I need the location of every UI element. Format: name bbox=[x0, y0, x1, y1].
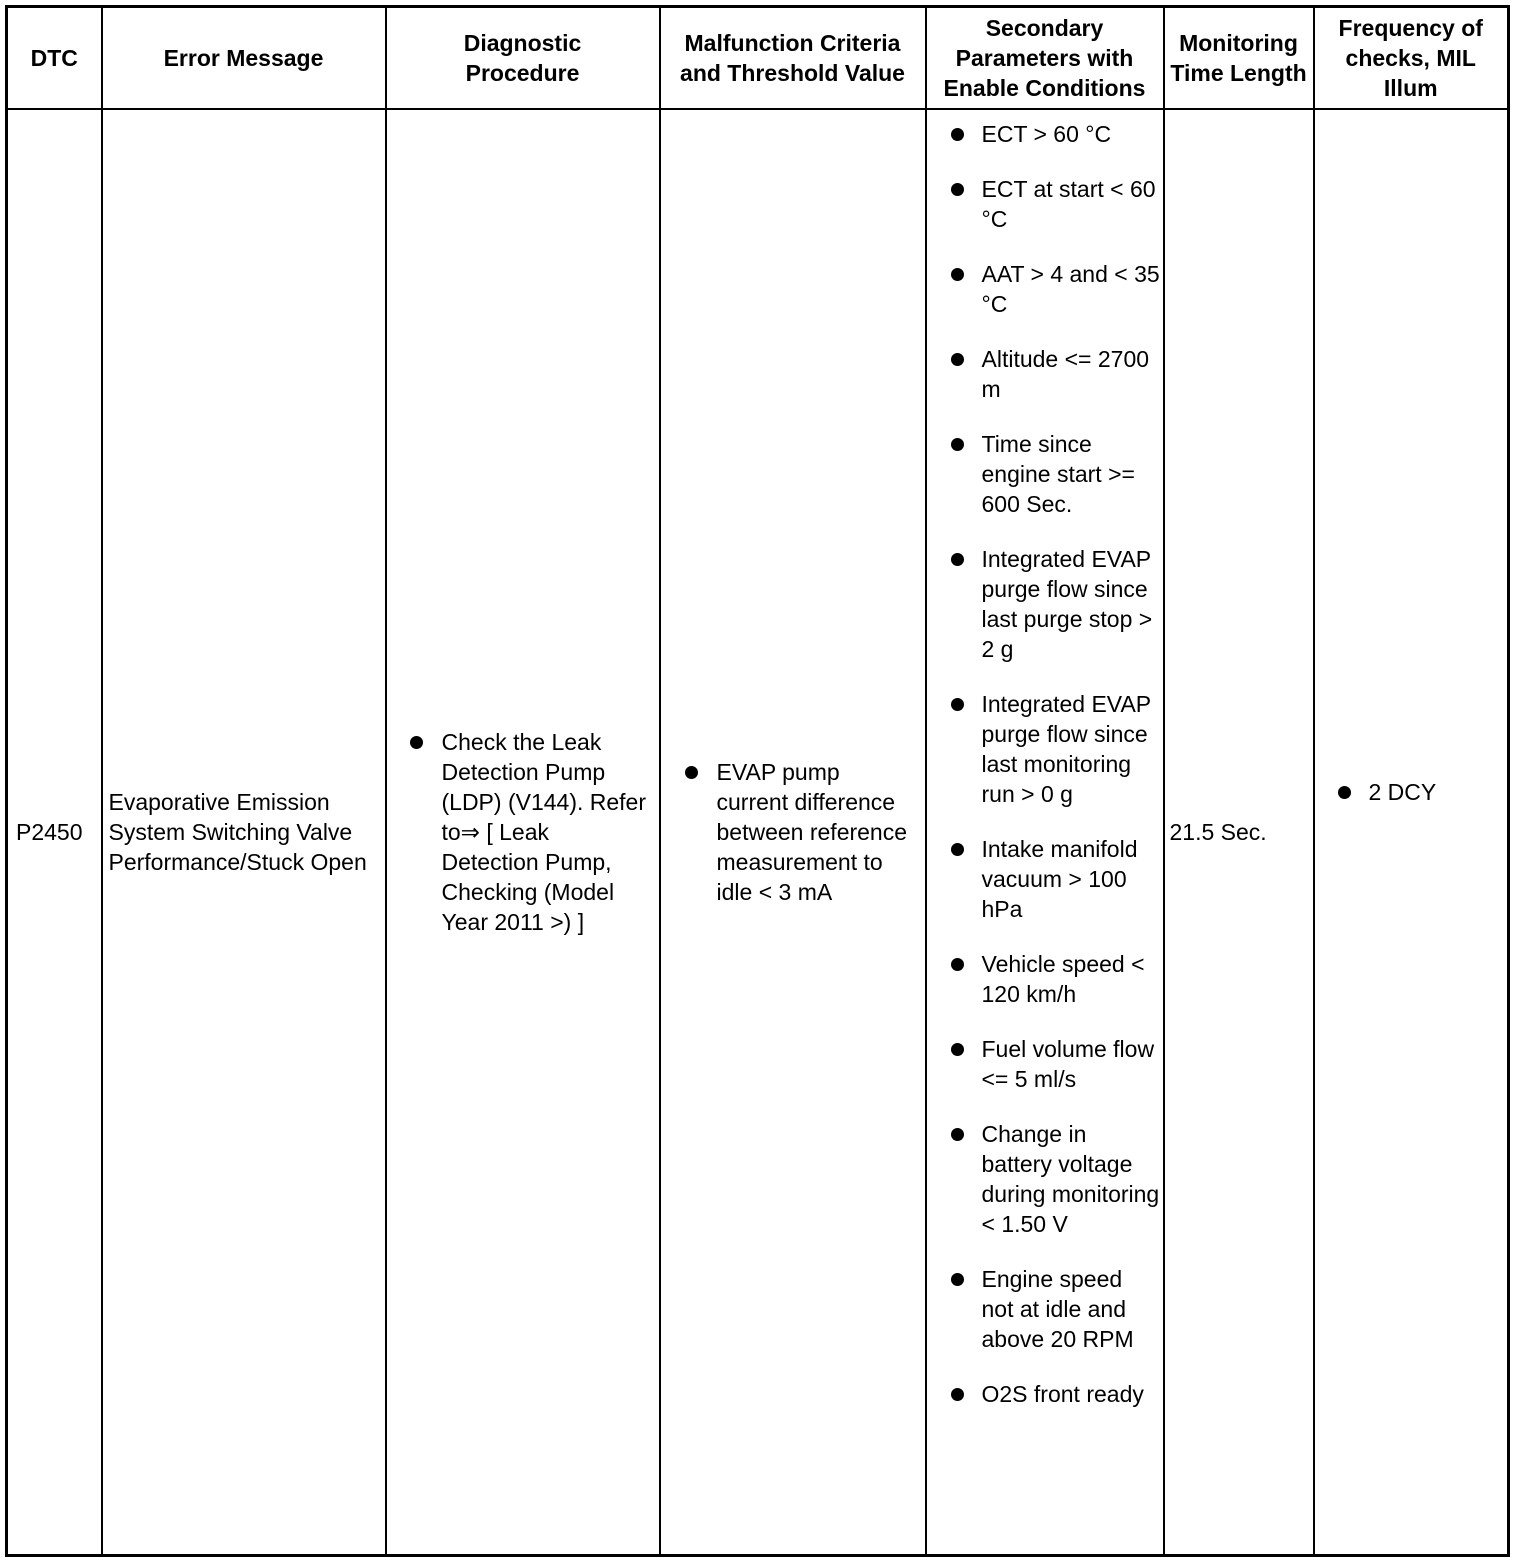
secondary-parameter-item bbox=[927, 344, 1163, 404]
secondary-parameter-text: Change in battery voltage during monitoring < 1.50 V bbox=[981, 1121, 1160, 1237]
frequency-text: 2 DCY bbox=[1368, 779, 1437, 805]
monitoring-time: 21.5 Sec. bbox=[1164, 109, 1314, 1556]
header-monitoring-time: Monitoring Time Length bbox=[1164, 7, 1314, 110]
bullet-icon bbox=[951, 1043, 964, 1056]
bullet-icon bbox=[951, 128, 964, 141]
header-row bbox=[7, 7, 1509, 110]
secondary-parameter-text: Fuel volume flow <= 5 ml/s bbox=[981, 1036, 1155, 1092]
secondary-parameter-text: Integrated EVAP purge flow since last monitoring run > 0 g bbox=[981, 691, 1151, 807]
diagnostic-procedure-list bbox=[387, 727, 659, 937]
bullet-icon bbox=[951, 183, 964, 196]
secondary-parameter-text: AAT > 4 and < 35 °C bbox=[981, 261, 1160, 317]
secondary-parameters-cell bbox=[926, 109, 1164, 1556]
secondary-parameter-item bbox=[927, 689, 1163, 809]
dtc-table bbox=[5, 5, 1510, 1557]
malfunction-criteria-item bbox=[661, 757, 925, 907]
secondary-parameter-text: ECT at start < 60 °C bbox=[981, 176, 1156, 232]
secondary-parameter-item bbox=[927, 544, 1163, 664]
diagnostic-procedure-cell bbox=[386, 109, 660, 1556]
frequency-list bbox=[1315, 777, 1508, 807]
secondary-parameter-item bbox=[927, 949, 1163, 1009]
diagnostic-procedure-text: Check the Leak Detection Pump (LDP) (V144). Refer to⇒ [ Leak Detection Pump, Checking (Model Year 2011 >) ] bbox=[441, 729, 647, 935]
bullet-icon bbox=[951, 958, 964, 971]
frequency-item bbox=[1315, 777, 1508, 807]
secondary-parameter-item bbox=[927, 834, 1163, 924]
secondary-parameter-item bbox=[927, 1034, 1163, 1094]
bullet-icon bbox=[1338, 786, 1351, 799]
secondary-parameter-text: O2S front ready bbox=[981, 1381, 1144, 1407]
secondary-parameter-text: Altitude <= 2700 m bbox=[981, 346, 1150, 402]
secondary-parameter-text: Intake manifold vacuum > 100 hPa bbox=[981, 836, 1138, 922]
secondary-parameter-item bbox=[927, 429, 1163, 519]
diagnostic-procedure-item bbox=[387, 727, 659, 937]
bullet-icon bbox=[685, 766, 698, 779]
secondary-parameter-text: Integrated EVAP purge flow since last purge stop > 2 g bbox=[981, 546, 1153, 662]
secondary-parameter-text: Vehicle speed < 120 km/h bbox=[981, 951, 1145, 1007]
secondary-parameter-item bbox=[927, 1119, 1163, 1239]
bullet-icon bbox=[951, 1388, 964, 1401]
bullet-icon bbox=[951, 1273, 964, 1286]
bullet-icon bbox=[951, 553, 964, 566]
header-error-message: Error Message bbox=[102, 7, 386, 110]
table-row bbox=[7, 109, 1509, 1556]
frequency-cell bbox=[1314, 109, 1509, 1556]
header-malfunction-criteria: Malfunction Criteria and Threshold Value bbox=[660, 7, 926, 110]
header-secondary-parameters: Secondary Parameters with Enable Conditions bbox=[926, 7, 1164, 110]
secondary-parameter-item bbox=[927, 119, 1163, 149]
bullet-icon bbox=[951, 353, 964, 366]
secondary-parameter-text: Time since engine start >= 600 Sec. bbox=[981, 431, 1135, 517]
malfunction-criteria-list bbox=[661, 757, 925, 907]
secondary-parameter-item bbox=[927, 1264, 1163, 1354]
bullet-icon bbox=[951, 438, 964, 451]
header-diagnostic-procedure: Diagnostic Procedure bbox=[386, 7, 660, 110]
dtc-code: P2450 bbox=[7, 109, 102, 1556]
header-frequency: Frequency of checks, MIL Illum bbox=[1314, 7, 1509, 110]
bullet-icon bbox=[951, 268, 964, 281]
bullet-icon bbox=[410, 736, 423, 749]
secondary-parameter-text: Engine speed not at idle and above 20 RPM bbox=[981, 1266, 1134, 1352]
malfunction-criteria-cell bbox=[660, 109, 926, 1556]
bullet-icon bbox=[951, 843, 964, 856]
error-message: Evaporative Emission System Switching Valve Performance/Stuck Open bbox=[102, 109, 386, 1556]
secondary-parameter-item bbox=[927, 259, 1163, 319]
secondary-parameter-item bbox=[927, 1379, 1163, 1409]
secondary-parameter-item bbox=[927, 174, 1163, 234]
secondary-parameter-text: ECT > 60 °C bbox=[981, 121, 1112, 147]
header-dtc: DTC bbox=[7, 7, 102, 110]
secondary-parameters-list bbox=[927, 110, 1163, 1429]
malfunction-criteria-text: EVAP pump current difference between reference measurement to idle < 3 mA bbox=[716, 759, 908, 905]
bullet-icon bbox=[951, 698, 964, 711]
bullet-icon bbox=[951, 1128, 964, 1141]
